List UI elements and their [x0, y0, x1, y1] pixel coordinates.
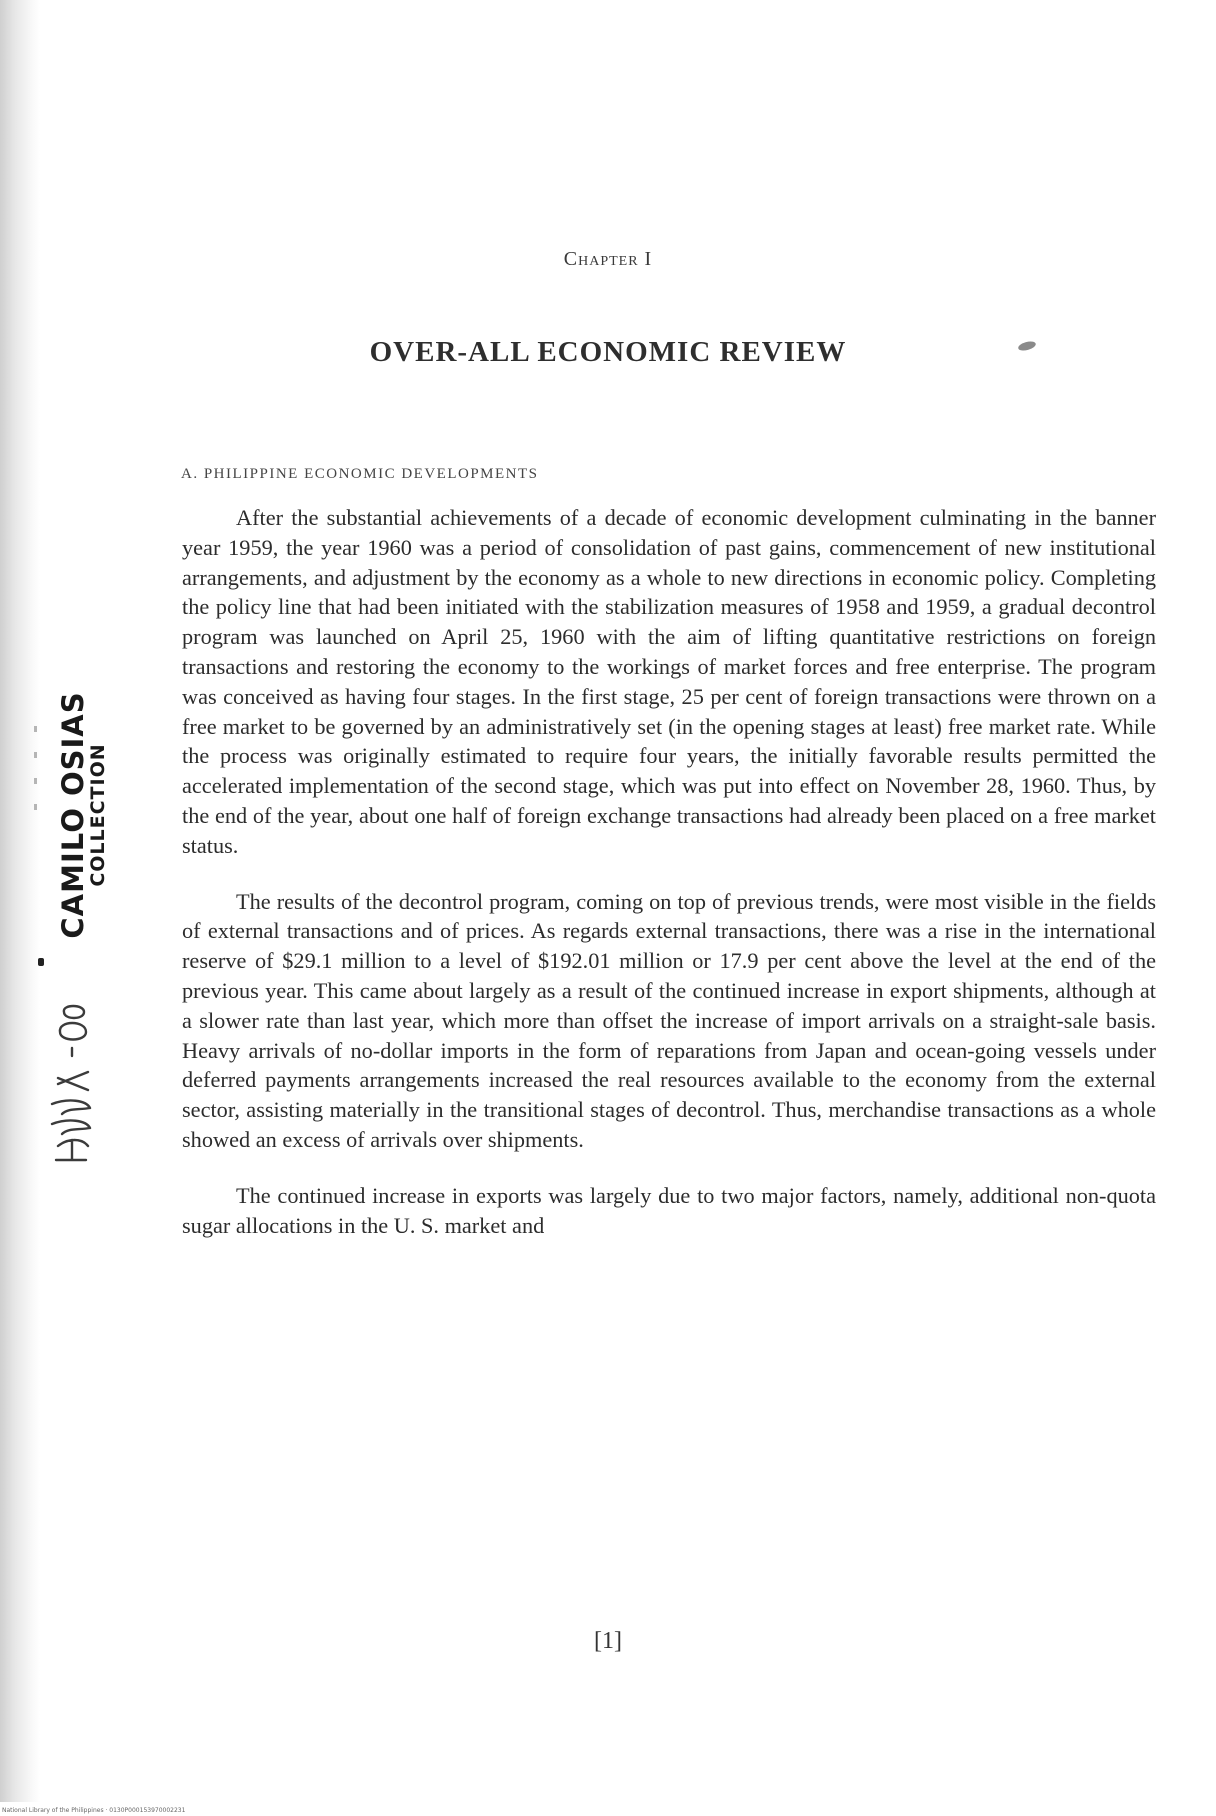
footer-strip	[0, 1802, 1216, 1816]
page-number: [1]	[594, 1628, 622, 1654]
collection-stamp	[58, 690, 114, 940]
body-text	[182, 503, 1156, 1266]
stamp-line-1: CAMILO OSIAS	[56, 691, 90, 939]
paragraph-1: After the substantial achievements of a decade of economic development culminating in the banner year 1959, the year 1960 was a period of consolidation of past gains, commencement of new institutional arrangements, and adjustment by the economy as a whole to new directions in economic policy. Completing the policy line that had been initiated with the stabilization measures of 1958 and 1959, a gradual decontrol program was launched on April 25, 1960 with the aim of lifting quantitative restrictions on foreign transactions and restoring the economy to the workings of market forces and free enterprise. The program was conceived as having four stages. In the first stage, 25 per cent of foreign transactions were thrown on a free market to be governed by an administratively set (in the opening stages at least) free market rate. While the process was originally estimated to require four years, the initially favorable results permitted the accelerated implementation of the second stage, which was put into effect on November 28, 1960. Thus, by the end of the year, about one half of foreign exchange transactions had already been placed on a free market status.	[182, 505, 1156, 858]
stamp-line-2: COLLECTION	[87, 743, 109, 887]
stamp-bullet	[38, 958, 44, 966]
chapter-title: OVER-ALL ECONOMIC REVIEW	[369, 336, 847, 368]
paragraph-2: The results of the decontrol program, coming on top of previous trends, were most visible in the fields of external transactions and of prices. As regards external transactions, there was a rise in the international reserve of $29.1 million to a level of $192.01 million or 17.9 per cent above the level at the end of the previous year. This came about largely as a result of the continued increase in export shipments, although at a slower rate than last year, which more than offset the increase of import arrivals on a straight-sale basis. Heavy arrivals of no-dollar imports in the form of reparations from Japan and ocean-going vessels under deferred payments arrangements increased the real resources available to the economy from the external sector, assisting materially in the transitional stages of decontrol. Thus, merchandise transactions as a whole showed an excess of arrivals over shipments.	[182, 888, 1156, 1152]
faint-marks	[28, 726, 48, 846]
page-spine-shadow	[0, 0, 40, 1816]
handwritten-call-number	[38, 1000, 104, 1170]
footer-text: National Library of the Philippines · 0130P000153970002231	[2, 1807, 186, 1814]
chapter-label: Chapter I	[563, 248, 653, 270]
collection-stamp-text	[58, 690, 114, 940]
section-heading: A. PHILIPPINE ECONOMIC DEVELOPMENTS	[181, 466, 539, 482]
paragraph-3: The continued increase in exports was largely due to two major factors, namely, additional non-quota sugar allocations in the U. S. market and	[182, 1182, 1156, 1238]
